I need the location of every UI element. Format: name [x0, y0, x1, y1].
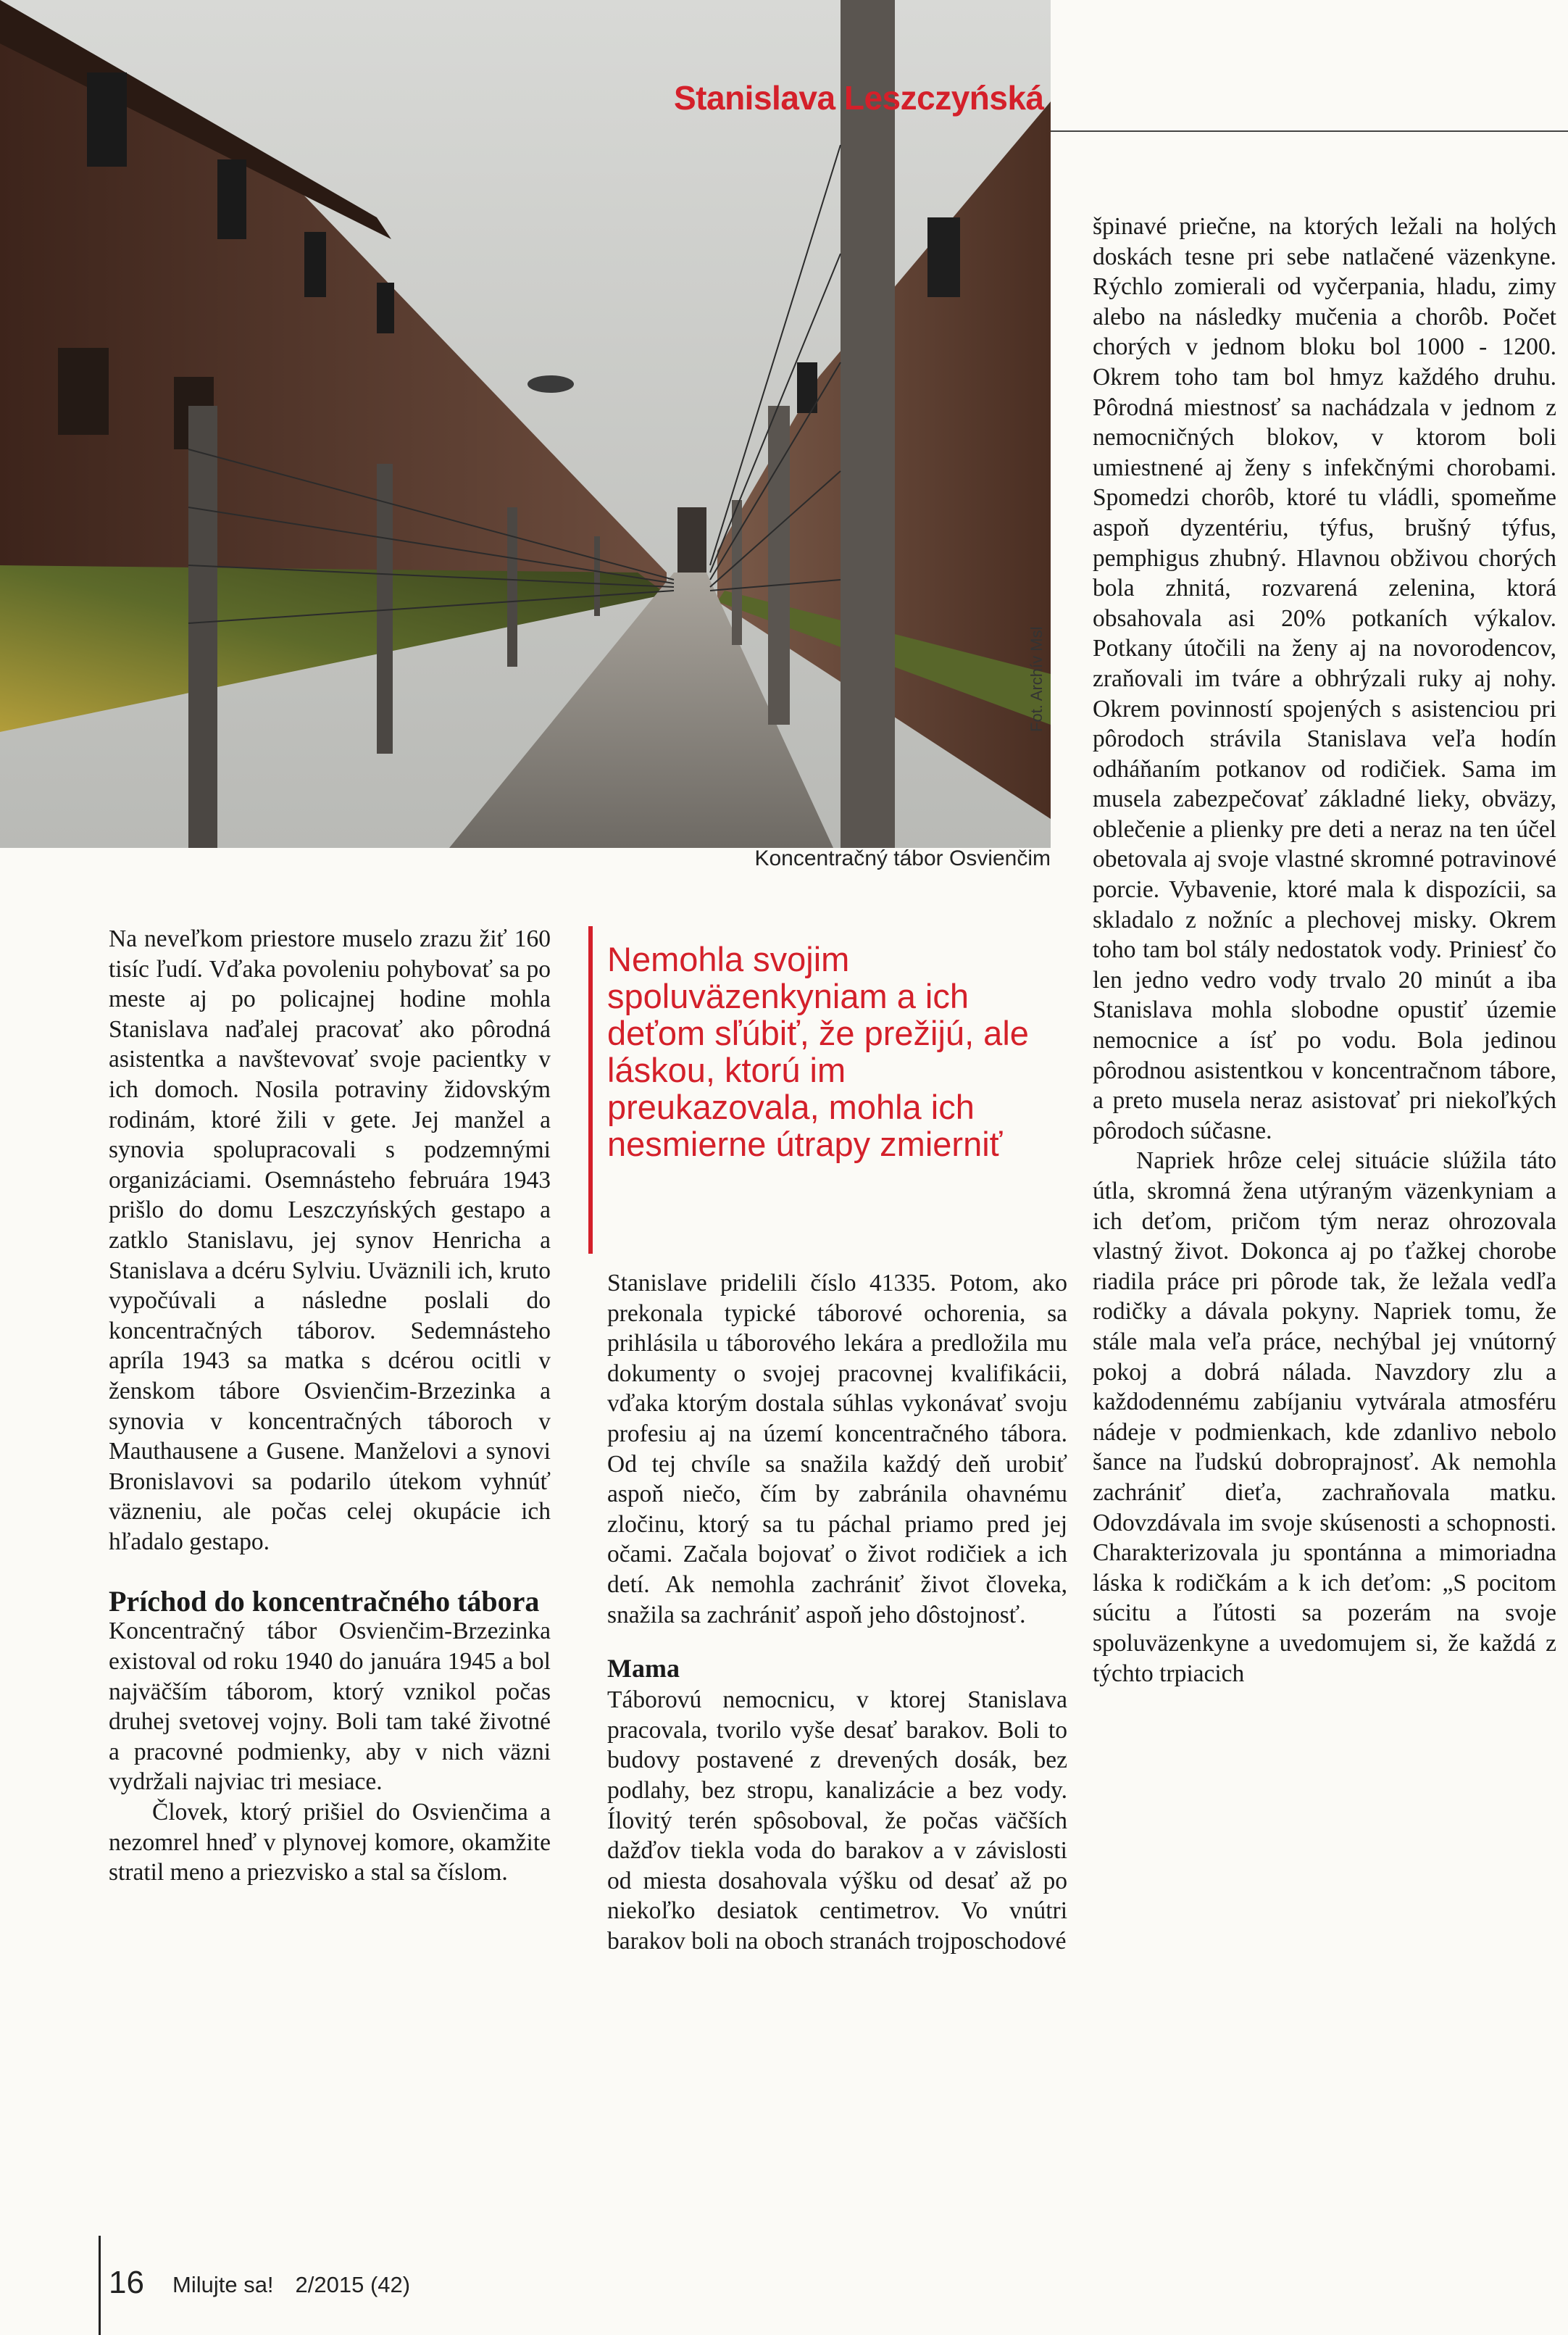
photo-credit: Fot. Archív Msl — [1027, 626, 1046, 732]
footer-magazine-info — [172, 2272, 432, 2298]
paragraph: Napriek hrôze celej situácie slúžila táto útla, skromná žena utýraným väzenkyniam a ich deťom, pričom tým neraz ohrozovala vlastný život. Dokonca aj po ťažkej chorobe riadila práce pri pôrode tak, že ležala vedľa rodičky a dávala pokyny. Napriek tomu, že stále mala veľa práce, nechýbal jej vnútorný pokoj a dobrá nálada. Navzdory zlu a každodennému zabíjaniu vytvárala atmosféru nádeje v podmienkach, kde zdanlivo nebolo šance na ľudskú dobroprajnosť. Ak nemohla zachrániť dieťa, zachraňovala matku. Odovzdávala im svoje skúsenosti a schopnosti. Charakterizovala ju spontánna a mimoriadna láska k rodičkám a k ich deťom: „S pocitom súcitu a ľútosti sa pozerám na svoje spoluväzenkyne a uvedomujem si, že každá z týchto trpiacich — [1093, 1147, 1556, 1687]
camp-photo-illustration — [0, 0, 1051, 848]
paragraph: Stanislave pridelili číslo 41335. Potom, ako prekonala typické táborové ochorenia, sa prihlásila u táborového lekára a predložila mu dokumenty o svojej pracovnej kvalifikácii, vďaka ktorým dostala súhlas vykonávať svoju profesiu aj na území koncentračného tábora. Od tej chvíle sa snažila každý deň urobiť aspoň niečo, čím by zabránila ohavnému zločinu, ktorý sa tu páchal priamo pred jej očami. Začala bojovať o život rodičiek a ich detí. Ak nemohla zachrániť život človeka, snažila sa zachrániť aspoň jeho dôstojnosť. — [607, 1270, 1067, 1628]
author-name-header: Stanislava Leszczyńská — [674, 79, 1044, 117]
article-column-2 — [607, 1268, 1067, 1956]
header-rule — [1051, 130, 1568, 132]
page-number: 16 — [109, 2265, 144, 2300]
paragraph: Táborovú nemocnicu, v ktorej Stanislava pracovala, tvorilo vyše desať barakov. Boli to budovy postavené z drevených dosák, bez podlahy, bez stropu, kanalizácie a bez vody. Ílovitý terén spôsoboval, že počas väčších dažďov tiekla voda do barakov a v závislosti od miesta dosahovala výšku od desať až po niekoľko desiatok centimetrov. Vo vnútri barakov boli na oboch stranách trojposchodové — [607, 1686, 1067, 1955]
section-heading: Mama — [607, 1654, 680, 1683]
pull-quote-bar — [588, 926, 593, 1254]
camp-photo — [0, 0, 1051, 848]
paragraph: Na neveľkom priestore muselo zrazu žiť 160 tisíc ľudí. Vďaka povoleniu pohybovať sa po meste aj po policajnej hodine mohla Stanislava naďalej pracovať ako pôrodná asistentka a navštevovať svoje pacientky v ich domoch. Nosila potraviny židovským rodinám, ktoré žili v gete. Jej manžel a synovia spolupracovali s podzemnými organizáciami. Osemnásteho februára 1943 prišlo do domu Leszczyńských gestapo a zatklo Stanislavu, jej synov Henricha a Stanislava a dcéru Sylviu. Uväznili ich, kruto vypočúvali a následne poslali do koncentračných táborov. Sedemnásteho apríla 1943 sa matka s dcérou ocitli v ženskom tábore Osvienčim-Brzezinka a synovia v koncentračných táboroch v Mauthausene a Gusene. Manželovi a synovi Bronislavovi sa podarilo útekom vyhnúť väzneniu, ale počas celej okupácie ich hľadalo gestapo. — [109, 925, 551, 1555]
paragraph: špinavé priečne, na ktorých ležali na holých doskách tesne pri sebe natlačené väzenkyne. Rýchlo zomierali od vyčerpania, hladu, zimy alebo na následky mučenia a chorôb. Počet chorých v jednom bloku bol 1000 - 1200. Okrem toho tam bol hmyz každého druhu. Pôrodná miestnosť sa nachádzala v jednom z nemocničných blokov, v ktorom boli umiestnené aj ženy s infekčnými chorobami. Spomedzi chorôb, ktoré tu vládli, spomeňme aspoň dyzentériu, týfus, brušný týfus, pemphigus zhubný. Hlavnou obživou chorých bola zhnitá, rozvarená zelenina, ktorá obsahovala asi 20% potkaních výkalov. Potkany útočili na ženy aj na novorodencov, zraňovali im tváre a obhrýzali ruky aj nohy. Okrem povinností spojených s asistenciou pri pôrodoch strávila Stanislava veľa hodín odháňaním potkanov od rodičiek. Sama im musela zabezpečovať základné lieky, obväzy, oblečenie a plienky pre deti a neraz na ten účel obetovala aj svoje vlastné skromné potravinové porcie. Vybavenie, ktoré mala k dispozícii, sa skladalo z nožníc a plechovej misky. Okrem toho tam bol stály nedostatok vody. Priniesť čo len jedno vedro vody trvalo 20 minút a iba Stanislava mohla slobodne opustiť územie nemocnice a ísť po vodu. Bola jedinou pôrodnou asistentkou v koncentračnom tábore, a preto musela neraz asistovať pri niekoľkých pôrodoch súčasne. — [1093, 213, 1556, 1144]
issue-number: 2/2015 (42) — [295, 2272, 411, 2297]
article-column-3 — [1093, 212, 1556, 1689]
pull-quote: Nemohla svojim spoluväzenkyniam a ich deťom sľúbiť, že prežijú, ale láskou, ktorú im preukazovala, mohla ich nesmierne útrapy zmierniť — [607, 940, 1029, 1163]
paragraph: Človek, ktorý prišiel do Osvienčima a nezomrel hneď v plynovej komore, okamžite stratil meno a priezvisko a stal sa číslom. — [109, 1799, 551, 1886]
article-column-1 — [109, 924, 551, 1888]
footer-rule — [99, 2236, 101, 2335]
section-heading: Príchod do koncentračného tábora — [109, 1585, 540, 1618]
paragraph: Koncentračný tábor Osvienčim-Brzezinka existoval od roku 1940 do januára 1945 a bol najväčším táborom, ktorý vznikol počas druhej svetovej vojny. Boli tam také životné a pracovné podmienky, aby v nich väzni vydržali najviac tri mesiace. — [109, 1618, 551, 1796]
photo-caption: Koncentračný tábor Osvienčim — [754, 846, 1051, 870]
magazine-name: Milujte sa! — [172, 2272, 274, 2297]
